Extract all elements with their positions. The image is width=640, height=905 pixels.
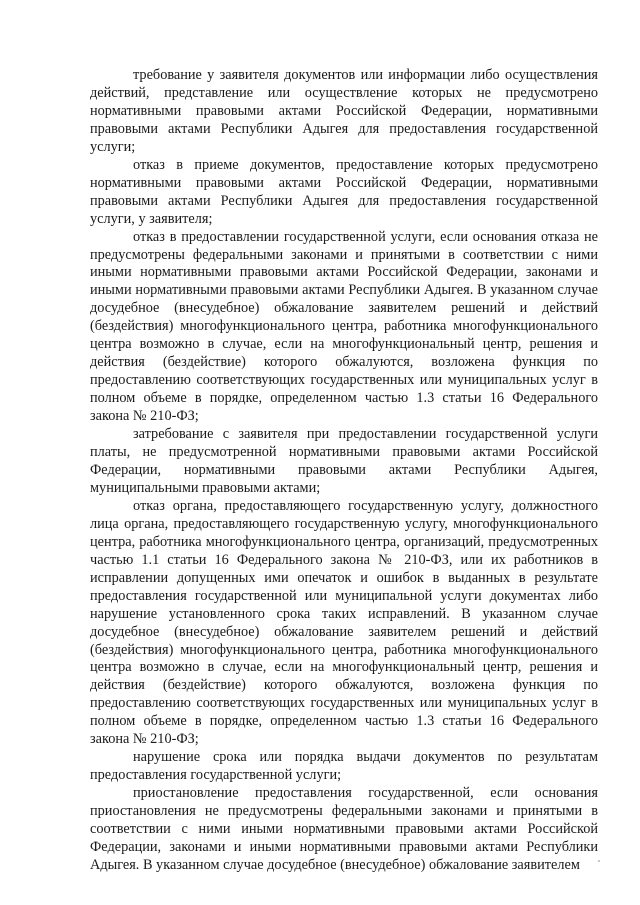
paragraph-refusal-of-service: отказ в предоставлении государственной услуги, если основания отказа не предусмотрены федеральными законами и принятыми в соответствии с ними иными нормативными правовыми актами Российской Федерации, законами и иными нормативными правовыми актами Республики Адыгея. В указанном случае досудебное (внесудебное) обжалование заявителем решений и действий (бездействия) многофункционального центра, работника многофункционального центра возможно в случае, если на многофункциональный центр, решения и действия (бездействие) которого обжалуются, возложена функция по предоставлению соответствующих государственных или муниципальных услуг в полном объеме в порядке, определенном частью 1.3 статьи 16 Федерального закона № 210-ФЗ; bbox=[90, 228, 598, 425]
paragraph-requirement-of-documents: требование у заявителя документов или информации либо осуществления действий, представление или осуществление которых не предусмотрено нормативными правовыми актами Российской Федерации, нормативными правовыми актами Республики Адыгея для предоставления государственной услуги; bbox=[90, 67, 598, 155]
paragraph-demand-of-payment: затребование с заявителя при предоставлении государственной услуги платы, не предусмотренной нормативными правовыми актами Российской Федерации, нормативными правовыми актами Республики Адыгея, муниципальными правовыми актами; bbox=[90, 426, 598, 496]
paragraph-refusal-to-correct-errors: отказ органа, предоставляющего государственную услугу, должностного лица органа, предоставляющего государственную услугу, многофункционального центра, работника многофункционального центра, организаций, предусмотренных частью 1.1 статьи 16 Федерального закона № 210-ФЗ, или их работников в исправлении допущенных ими опечаток и ошибок в выданных в результате предоставления государственной или муниципальной услуги документах либо нарушение установленного срока таких исправлений. В указанном случае досудебное (внесудебное) обжалование заявителем решений и действий (бездействия) многофункционального центра, работника многофункционального центра возможно в случае, если на многофункциональный центр, решения и действия (бездействие) которого обжалуются, возложена функция по предоставлению соответствующих государственных или муниципальных услуг в полном объеме в порядке, определенном частью 1.3 статьи 16 Федерального закона № 210-ФЗ; bbox=[90, 497, 598, 748]
document-body bbox=[90, 67, 598, 875]
paragraph-refusal-to-accept-documents: отказ в приеме документов, предоставление которых предусмотрено нормативными правовыми актами Российской Федерации, нормативными правовыми актами Республики Адыгея для предоставления государственной услуги, у заявителя; bbox=[90, 156, 598, 227]
scan-speck bbox=[598, 860, 600, 862]
paragraph-suspension-of-service: приостановление предоставления государственной, если основания приостановления не предусмотрены федеральными законами и принятыми в соответствии с ними иными нормативными правовыми актами Российской Федерации, законами и иными нормативными правовыми актами Республики Адыгея. В указанном случае досудебное (внесудебное) обжалование заявителем bbox=[90, 785, 598, 873]
paragraph-violation-of-deadline: нарушение срока или порядка выдачи документов по результатам предоставления государственной услуги; bbox=[90, 749, 598, 784]
